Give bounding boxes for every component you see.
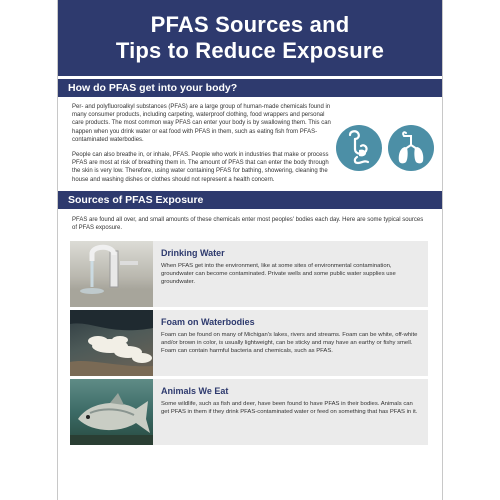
exposure-route-icons bbox=[332, 103, 434, 191]
body-entry-section bbox=[58, 97, 442, 191]
card-text: When PFAS get into the environment, like at some sites of environmental contamination, groundwater can become contaminated. Private wells and some public water supplies use groundwater. bbox=[161, 262, 396, 285]
flyer-page bbox=[57, 0, 443, 500]
lungs-icon bbox=[388, 125, 434, 171]
foam-photo bbox=[70, 310, 153, 376]
source-card-drinking-water bbox=[70, 241, 428, 307]
card-title: Drinking Water bbox=[161, 247, 225, 258]
source-card-animals bbox=[70, 379, 428, 445]
card-title: Foam on Waterbodies bbox=[161, 316, 255, 327]
card-title: Animals We Eat bbox=[161, 385, 229, 396]
paragraph-swallowing: Per- and polyfluoroalkyl substances (PFAS) are a large group of human-made chemicals found in many consumer products, including carpeting, waterproof clothing, food wrappers and personal care products. The most common way PFAS can enter your body is by swallowing them. This can happen when you drink water or eat food with PFAS in them, such as eating fish from PFAS-contaminated waterbodies. bbox=[72, 104, 331, 143]
card-text: Foam can be found on many of Michigan's lakes, rivers and streams. Foam can be white, off-white and/or brown in color, is usually lightweight, can be sticky and may have an earthy or fishy smell. Foam can contain harmful bacteria and chemicals, such as PFAS. bbox=[161, 331, 418, 354]
faucet-photo bbox=[70, 241, 153, 307]
digestive-system-icon bbox=[336, 125, 382, 171]
section-heading-body-entry: How do PFAS get into your body? bbox=[58, 79, 442, 97]
sources-list bbox=[58, 241, 442, 445]
source-card-foam bbox=[70, 310, 428, 376]
title-line-2: Tips to Reduce Exposure bbox=[115, 38, 385, 63]
sources-intro-text: PFAS are found all over, and small amounts of these chemicals enter most peoples' bodies each day. Here are some typical sources of PFAS exposure. bbox=[72, 216, 424, 232]
card-text: Some wildlife, such as fish and deer, have been found to have PFAS in their bodies. Animals can get PFAS in them if they drink PFAS-contaminated water or feed on something that has PFAS in it. bbox=[161, 400, 418, 415]
title-line-1: PFAS Sources and bbox=[150, 12, 350, 37]
fish-photo bbox=[70, 379, 153, 445]
paragraph-inhaling: People can also breathe in, or inhale, PFAS. People who work in industries that make or process PFAS are most at risk of breathing them in. The amount of PFAS that can enter the body through the skin is very low. Therefore, using water containing PFAS for bathing, showering, cleaning the house and washing dishes or clothes should not represent a health concern. bbox=[72, 152, 329, 183]
title-banner bbox=[58, 0, 442, 76]
section-heading-sources: Sources of PFAS Exposure bbox=[58, 191, 442, 209]
